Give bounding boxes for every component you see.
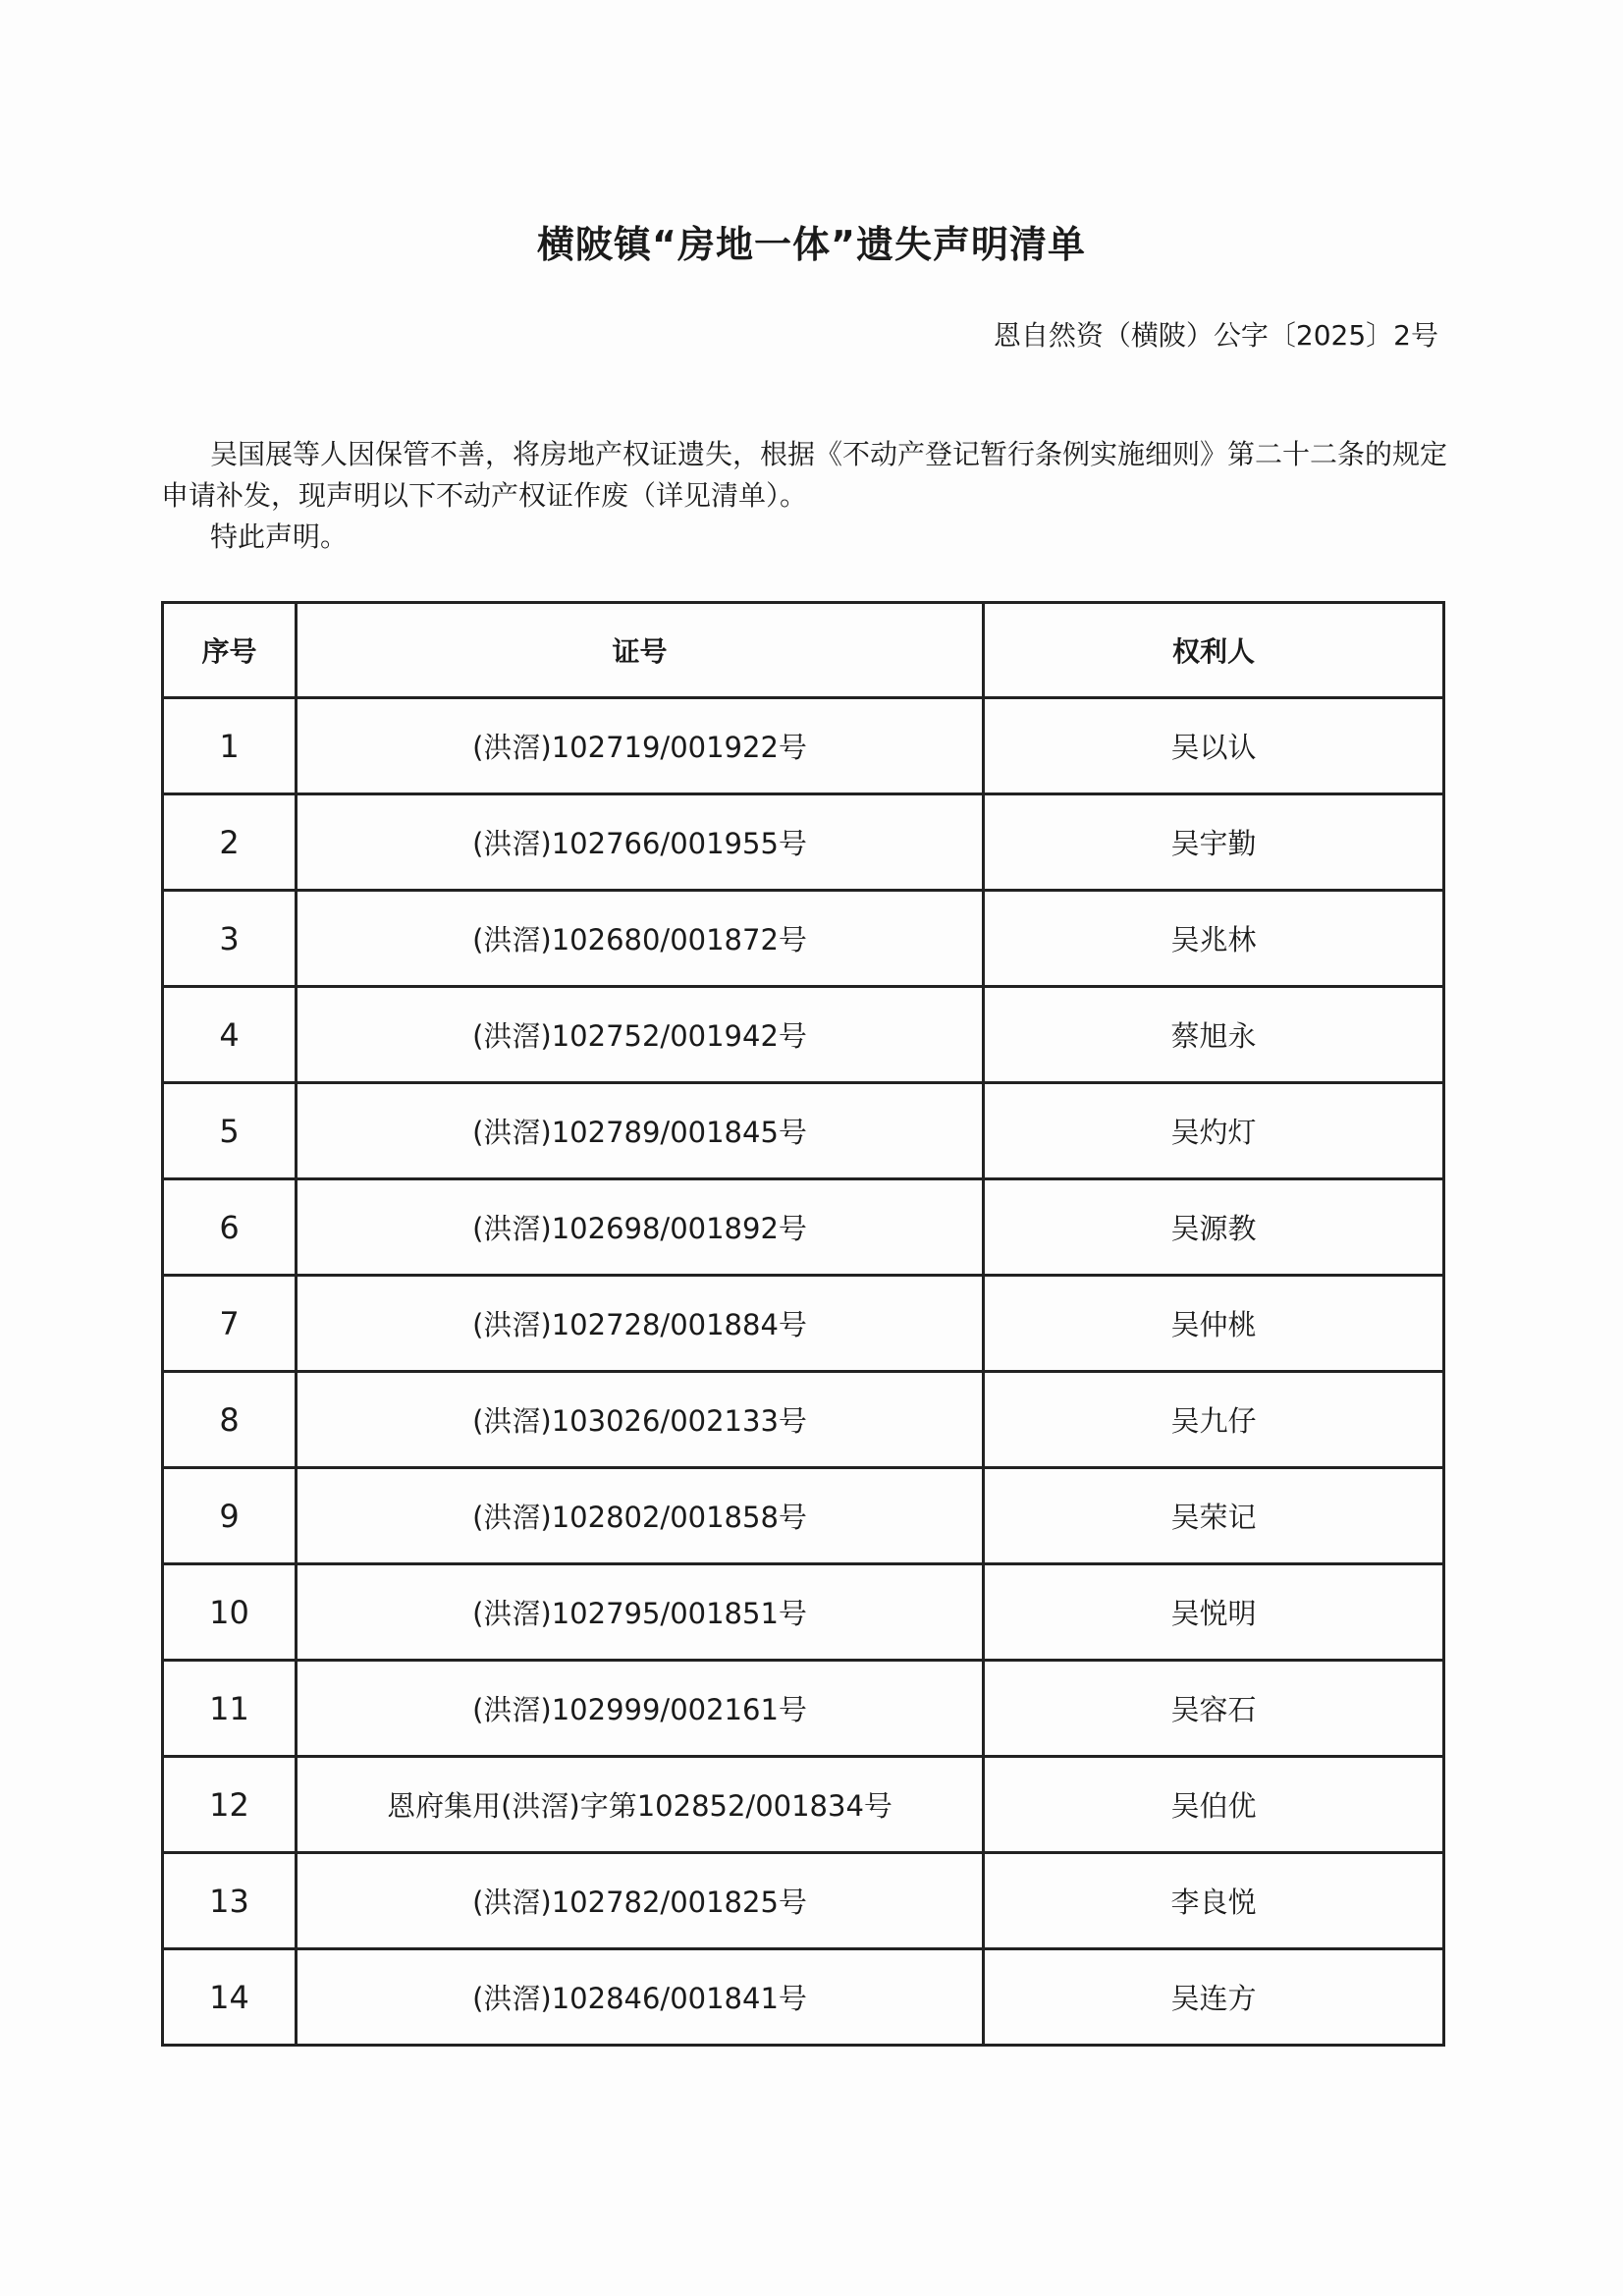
row-index: 5 (163, 1083, 297, 1179)
certificate-number: (洪滘)102766/001955号 (297, 794, 984, 891)
closing-text: 特此声明。 (210, 520, 349, 553)
row-index: 8 (163, 1372, 297, 1468)
row-index: 2 (163, 794, 297, 891)
table-row (163, 1757, 1444, 1853)
certificate-number: (洪滘)102728/001884号 (297, 1276, 984, 1372)
table-row (163, 891, 1444, 987)
row-index: 14 (163, 1949, 297, 2046)
table-row (163, 1853, 1444, 1949)
table-row (163, 1661, 1444, 1757)
row-index: 4 (163, 987, 297, 1083)
table-row (163, 1179, 1444, 1276)
rights-holder: 吴以认 (984, 698, 1444, 794)
rights-holder: 吴连方 (984, 1949, 1444, 2046)
table-row (163, 987, 1444, 1083)
table-row (163, 1564, 1444, 1661)
certificate-number: (洪滘)102719/001922号 (297, 698, 984, 794)
certificate-number: (洪滘)102802/001858号 (297, 1468, 984, 1564)
certificate-number: (洪滘)103026/002133号 (297, 1372, 984, 1468)
rights-holder: 吴宇勤 (984, 794, 1444, 891)
rights-holder: 吴伯优 (984, 1757, 1444, 1853)
rights-holder: 吴源教 (984, 1179, 1444, 1276)
rights-holder: 吴荣记 (984, 1468, 1444, 1564)
table-row (163, 1083, 1444, 1179)
rights-holder: 蔡旭永 (984, 987, 1444, 1083)
certificate-number: 恩府集用(洪滘)字第102852/001834号 (297, 1757, 984, 1853)
certificate-number: (洪滘)102999/002161号 (297, 1661, 984, 1757)
certificate-number: (洪滘)102752/001942号 (297, 987, 984, 1083)
header-certificate: 证号 (297, 603, 984, 698)
row-index: 3 (163, 891, 297, 987)
rights-holder: 吴悦明 (984, 1564, 1444, 1661)
rights-holder: 吴仲桃 (984, 1276, 1444, 1372)
certificate-number: (洪滘)102789/001845号 (297, 1083, 984, 1179)
certificate-number: (洪滘)102795/001851号 (297, 1564, 984, 1661)
certificate-number: (洪滘)102680/001872号 (297, 891, 984, 987)
header-index: 序号 (163, 603, 297, 698)
row-index: 1 (163, 698, 297, 794)
header-owner: 权利人 (984, 603, 1444, 698)
table-row (163, 1276, 1444, 1372)
rights-holder: 李良悦 (984, 1853, 1444, 1949)
table-row (163, 1468, 1444, 1564)
rights-holder: 吴九仔 (984, 1372, 1444, 1468)
table-header-row (163, 603, 1444, 698)
document-number: 恩自然资（横陂）公字〔2025〕2号 (993, 319, 1438, 352)
row-index: 10 (163, 1564, 297, 1661)
table-row (163, 1372, 1444, 1468)
certificate-number: (洪滘)102698/001892号 (297, 1179, 984, 1276)
row-index: 7 (163, 1276, 297, 1372)
rights-holder: 吴容石 (984, 1661, 1444, 1757)
page-title: 横陂镇“房地一体”遗失声明清单 (537, 223, 1086, 266)
row-index: 11 (163, 1661, 297, 1757)
lost-certificates-table (161, 601, 1445, 2047)
table-row (163, 698, 1444, 794)
certificate-number: (洪滘)102846/001841号 (297, 1949, 984, 2046)
table-row (163, 794, 1444, 891)
row-index: 9 (163, 1468, 297, 1564)
row-index: 13 (163, 1853, 297, 1949)
certificate-number: (洪滘)102782/001825号 (297, 1853, 984, 1949)
table-row (163, 1949, 1444, 2046)
rights-holder: 吴灼灯 (984, 1083, 1444, 1179)
rights-holder: 吴兆林 (984, 891, 1444, 987)
row-index: 12 (163, 1757, 297, 1853)
declaration-paragraph: 吴国展等人因保管不善，将房地产权证遗失，根据《不动产登记暂行条例实施细则》第二十二条的规定申请补发，现声明以下不动产权证作废（详见清单）。 (161, 438, 1448, 512)
row-index: 6 (163, 1179, 297, 1276)
